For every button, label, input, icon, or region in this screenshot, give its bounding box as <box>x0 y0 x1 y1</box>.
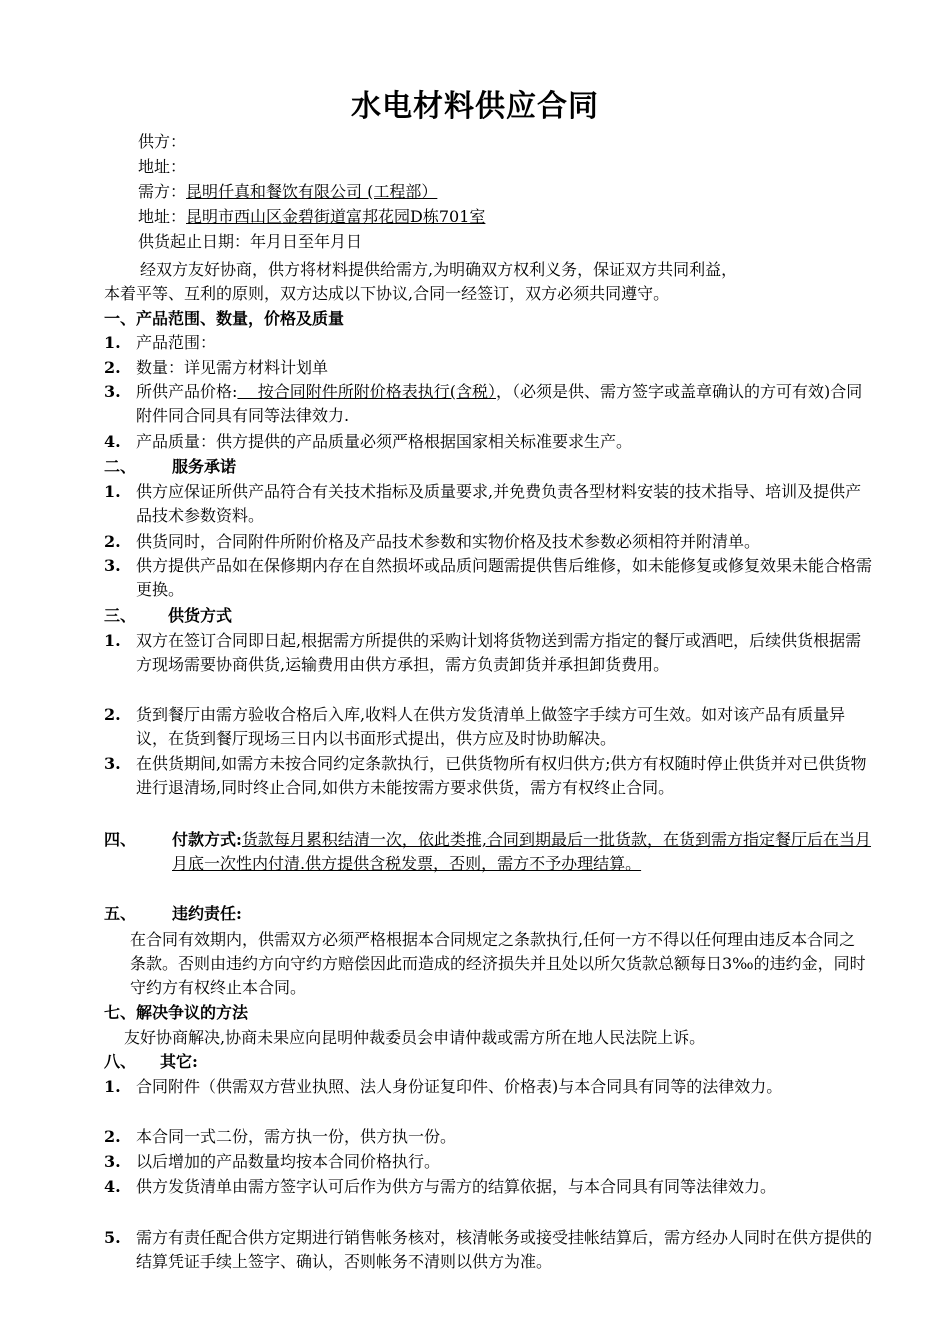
section-1-item <box>104 430 874 454</box>
item-text: 供方应保证所供产品符合有关技术指标及质量要求,并免费负责各型材料安装的技术指导、培训及提供产品技术参数资料。 <box>136 482 862 525</box>
section-8-item <box>104 1125 874 1149</box>
item-text: 供货同时，合同附件所附价格及产品技术参数和实物价格及技术参数必须相符并附清单。 <box>136 532 761 551</box>
payment-label: 付款方式: <box>172 830 242 849</box>
item-number: 3. <box>104 556 121 575</box>
payment-text <box>172 828 874 876</box>
item-number: 1. <box>104 1077 121 1096</box>
intro-line-1: 经双方友好协商，供方将材料提供给需方,为明确双方权利义务，保证双方共同利益， <box>140 260 738 279</box>
item-number: 2. <box>104 532 121 551</box>
section-title: 违约责任: <box>172 904 242 923</box>
section-2-heading <box>104 455 236 479</box>
section-number: 四、 <box>104 830 137 849</box>
buyer-address: 昆明市西山区金碧街道富邦花园D栋701室 <box>186 207 486 226</box>
section-3-heading <box>104 604 232 628</box>
price-label: 所供产品价格: <box>136 382 238 401</box>
buyer-address-line <box>138 205 485 229</box>
section-3-item <box>104 752 874 800</box>
section-2-item <box>104 530 874 554</box>
buyer-line <box>138 180 437 204</box>
supplier-address-line: 地址： <box>138 157 187 176</box>
item-number: 5. <box>104 1228 121 1247</box>
section-title: 其它: <box>160 1052 198 1071</box>
section-1-heading: 一、产品范围、数量，价格及质量 <box>104 309 345 328</box>
section-5-heading <box>104 902 242 926</box>
item-text: 产品质量：供方提供的产品质量必须严格根据国家相关标准要求生产。 <box>136 432 633 451</box>
item-text <box>136 380 874 428</box>
section-number: 三、 <box>104 606 137 625</box>
item-number: 1. <box>104 482 121 501</box>
item-number: 4. <box>104 432 121 451</box>
section-5-text: 在合同有效期内，供需双方必须严格根据本合同规定之条款执行,任何一方不得以任何理由违反本合同之条款。否则由违约方向守约方赔偿因此而造成的经济损失并且处以所欠货款总额每日3‰的违约金，同时守约方有权终止本合同。 <box>130 930 866 997</box>
item-text: 供方提供产品如在保修期内存在自然损坏或品质问题需提供售后维修，如未能修复或修复效果未能合格需更换。 <box>136 556 873 599</box>
section-4-payment <box>104 828 874 876</box>
item-text: 供方发货清单由需方签字认可后作为供方与需方的结算依据，与本合同具有同等法律效力。 <box>136 1177 777 1196</box>
item-number: 1. <box>104 631 121 650</box>
item-text: 货到餐厅由需方验收合格后入库,收料人在供方发货清单上做签字手续方可生效。如对该产品有质量异议，在货到餐厅现场三日内以书面形式提出，供方应及时协助解决。 <box>136 705 846 748</box>
item-number: 3. <box>104 1152 121 1171</box>
supplier-line: 供方： <box>138 132 187 151</box>
section-7-text: 友好协商解决,协商未果应向昆明仲裁委员会申请仲裁或需方所在地人民法院上诉。 <box>124 1028 706 1047</box>
section-8-item <box>104 1226 874 1274</box>
section-8-item <box>104 1150 874 1174</box>
section-3-item <box>104 703 874 751</box>
section-8-item <box>104 1075 874 1099</box>
section-8-item <box>104 1175 874 1199</box>
item-text: 以后增加的产品数量均按本合同价格执行。 <box>136 1152 441 1171</box>
buyer-name: 昆明仟真和餐饮有限公司 (工程部） <box>186 182 438 201</box>
item-text: 本合同一式二份，需方执一份，供方执一份。 <box>136 1127 457 1146</box>
price-terms: 按合同附件所附价格表执行(含税） <box>237 382 496 401</box>
section-1-item <box>104 380 874 428</box>
item-number: 3. <box>104 754 121 773</box>
section-3-item <box>104 629 874 677</box>
buyer-label: 需方： <box>138 182 187 201</box>
intro-paragraph <box>104 258 874 306</box>
item-text: 在供货期间,如需方未按合同约定条款执行，已供货物所有权归供方;供方有权随时停止供货并对已供货物进行退清场,同时终止合同,如供方未能按需方要求供货，需方有权终止合同。 <box>136 754 867 797</box>
section-number: 八、 <box>104 1052 137 1071</box>
item-number: 4. <box>104 1177 121 1196</box>
payment-terms: 货款每月累积结清一次，依此类推,合同到期最后一批货款，在货到需方指定餐厅后在当月月底一次性内付清.供方提供含税发票，否则，需方不予办理结算。 <box>172 830 872 873</box>
item-text: 需方有责任配合供方定期进行销售帐务核对，核清帐务或接受挂帐结算后，需方经办人同时在供方提供的结算凭证手续上签字、确认，否则帐务不清则以供方为准。 <box>136 1228 873 1271</box>
item-number: 3. <box>104 382 121 401</box>
section-title: 解决争议的方法 <box>136 1003 249 1022</box>
section-2-item <box>104 554 874 602</box>
item-text: 合同附件（供需双方营业执照、法人身份证复印件、价格表)与本合同具有同等的法律效力。 <box>136 1077 783 1096</box>
section-title: 服务承诺 <box>172 457 237 476</box>
section-7-heading <box>104 1001 248 1025</box>
item-text: 数量：详见需方材料计划单 <box>136 358 329 377</box>
section-number: 二、 <box>104 457 137 476</box>
item-number: 2. <box>104 358 121 377</box>
intro-line-2: 本着平等、互利的原则，双方达成以下协议,合同一经签订，双方必须共同遵守。 <box>104 284 670 303</box>
section-title: 供货方式 <box>168 606 233 625</box>
item-number: 1. <box>104 333 121 352</box>
buyer-address-label: 地址： <box>138 207 187 226</box>
item-text: 双方在签订合同即日起,根据需方所提供的采购计划将货物送到需方指定的餐厅或酒吧，后续供货根据需方现场需要协商供货,运输费用由供方承担，需方负责卸货并承担卸货费用。 <box>136 631 862 674</box>
price-note: ，（必须是供、需方签字或盖章确认的方可有效)合同附件同合同具有同等法律效力. <box>136 382 863 425</box>
section-number: 七、 <box>104 1003 137 1022</box>
item-number: 2. <box>104 1127 121 1146</box>
section-2-item <box>104 480 874 528</box>
section-number: 五、 <box>104 904 137 923</box>
item-number: 2. <box>104 705 121 724</box>
section-1-item <box>104 356 874 380</box>
item-text: 产品范围： <box>136 333 217 352</box>
section-8-heading <box>104 1050 198 1074</box>
page-title: 水电材料供应合同 <box>351 89 599 124</box>
section-1-item <box>104 331 874 355</box>
supply-period: 供货起止日期：年月日至年月日 <box>138 232 363 251</box>
